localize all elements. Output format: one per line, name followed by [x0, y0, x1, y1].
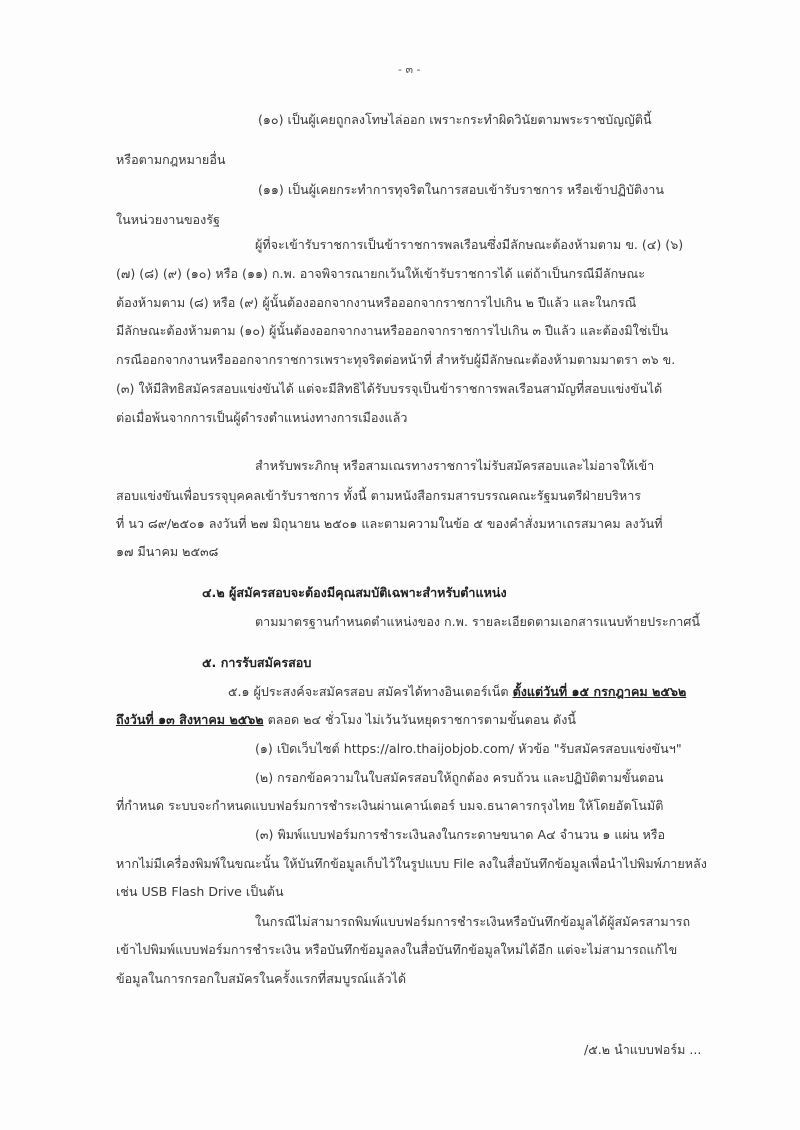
note-line-1: ในกรณีไม่สามารถพิมพ์แบบฟอร์มการชำระเงินหรือบันทึกข้อมูลได้ผู้สมัครสามารถ [255, 914, 691, 929]
note-line-3: ข้อมูลในการกรอกใบสมัครในครั้งแรกที่สมบูรณ์แล้วได้ [116, 971, 407, 986]
step-2-line-1: (๒) กรอกข้อความในใบสมัครสอบให้ถูกต้อง ครบถ้วน และปฏิบัติตามขั้นตอน [255, 770, 664, 785]
exception-paragraph-line: มีลักษณะต้องห้ามตาม (๑๐) ผู้นั้นต้องออกจากงานหรือออกจากราชการไปเกิน ๓ ปีแล้ว และต้องมิใช่เป็น [116, 323, 669, 338]
step-1: (๑) เปิดเว็บไซต์ https://alro.thaijobjob.com/ หัวข้อ "รับสมัครสอบแข่งขันฯ" [255, 741, 682, 756]
item-10-line-1: (๑๐) เป็นผู้เคยถูกลงโทษไล่ออก เพราะกระทำผิดวินัยตามพระราชบัญญัตินี้ [258, 112, 652, 127]
exception-paragraph-line: ต้องห้ามตาม (๘) หรือ (๙) ผู้นั้นต้องออกจากงานหรือออกจากราชการไปเกิน ๒ ปีแล้ว และในกรณี [116, 295, 637, 310]
section-5-1-line-1 [228, 684, 686, 700]
exception-paragraph-line: กรณีออกจากงานหรือออกจากราชการเพราะทุจริตต่อหน้าที่ สำหรับผู้มีลักษณะต้องห้ามตามมาตรา ๓๖ ข. [116, 352, 676, 367]
item-11-line-2: ในหน่วยงานของรัฐ [116, 212, 220, 227]
application-end-date: ถึงวันที่ ๑๓ สิงหาคม ๒๕๖๒ [116, 712, 264, 727]
monk-paragraph-line: สอบแข่งขันเพื่อบรรจุบุคคลเข้ารับราชการ ทั้งนี้ ตามหนังสือกรมสารบรรณคณะรัฐมนตรีฝ่ายบริหาร [116, 488, 642, 503]
exception-paragraph-line: (๗) (๘) (๙) (๑๐) หรือ (๑๑) ก.พ. อาจพิจารณายกเว้นให้เข้ารับราชการได้ แต่ถ้าเป็นกรณีมีลักษณะ [116, 266, 645, 281]
section-4-2-body: ตามมาตรฐานกำหนดตำแหน่งของ ก.พ. รายละเอียดตามเอกสารแนบท้ายประกาศนี้ [255, 614, 700, 629]
continuation-marker: /๕.๒ นำแบบฟอร์ม ... [584, 1042, 702, 1057]
item-10-line-2: หรือตามกฎหมายอื่น [116, 152, 226, 167]
section-5-1-prefix: ๕.๑ ผู้ประสงค์จะสมัครสอบ สมัครได้ทางอินเตอร์เน็ต [228, 684, 513, 699]
section-4-2-heading: ๔.๒ ผู้สมัครสอบจะต้องมีคุณสมบัติเฉพาะสำหรับตำแหน่ง [202, 585, 507, 600]
monk-paragraph-line: ๑๗ มีนาคม ๒๕๓๘ [116, 544, 219, 559]
monk-paragraph-line: สำหรับพระภิกษุ หรือสามเณรทางราชการไม่รับสมัครสอบและไม่อาจให้เข้า [255, 458, 655, 473]
item-11-line-1: (๑๑) เป็นผู้เคยกระทำการทุจริตในการสอบเข้ารับราชการ หรือเข้าปฏิบัติงาน [258, 182, 664, 197]
exception-paragraph-line: (๓) ให้มีสิทธิสมัครสอบแข่งขันได้ แต่จะมีสิทธิได้รับบรรจุเป็นข้าราชการพลเรือนสามัญที่สอบแข่งขันได้ [116, 381, 663, 396]
step-2-line-2: ที่กำหนด ระบบจะกำหนดแบบฟอร์มการชำระเงินผ่านเคาน์เตอร์ บมจ.ธนาคารกรุงไทย ให้โดยอัตโนมัติ [116, 798, 664, 813]
step-3-line-3: เช่น USB Flash Drive เป็นต้น [116, 884, 284, 899]
section-5-1-line-2 [116, 712, 576, 728]
section-5-heading: ๕. การรับสมัครสอบ [202, 655, 312, 670]
monk-paragraph-line: ที่ นว ๘๙/๒๕๐๑ ลงวันที่ ๒๗ มิถุนายน ๒๕๐๑ และตามความในข้อ ๕ ของคำสั่งมหาเถรสมาคม ลงวันที่ [116, 516, 663, 531]
page-number: - ๓ - [398, 63, 421, 76]
section-5-1-suffix: ตลอด ๒๔ ชั่วโมง ไม่เว้นวันหยุดราชการตามขั้นตอน ดังนี้ [263, 712, 576, 727]
step-3-line-1: (๓) พิมพ์แบบฟอร์มการชำระเงินลงในกระดาษขนาด A๔ จำนวน ๑ แผ่น หรือ [255, 827, 666, 842]
application-start-date: ตั้งแต่วันที่ ๑๕ กรกฎาคม ๒๕๖๒ [512, 684, 687, 699]
exception-paragraph-line: ต่อเมื่อพ้นจากการเป็นผู้ดำรงตำแหน่งทางการเมืองแล้ว [116, 410, 408, 425]
step-3-line-2: หากไม่มีเครื่องพิมพ์ในขณะนั้น ให้บันทึกข้อมูลเก็บไว้ในรูปแบบ File ลงในสื่อบันทึกข้อมูลเพื่อนำไปพิมพ์ภายหลัง [116, 856, 707, 871]
exception-paragraph-line: ผู้ที่จะเข้ารับราชการเป็นข้าราชการพลเรือนซึ่งมีลักษณะต้องห้ามตาม ข. (๔) (๖) [255, 237, 684, 252]
note-line-2: เข้าไปพิมพ์แบบฟอร์มการชำระเงิน หรือบันทึกข้อมูลลงในสื่อบันทึกข้อมูลใหม่ได้อีก แต่จะไม่สามารถแก้ไข [116, 942, 678, 957]
